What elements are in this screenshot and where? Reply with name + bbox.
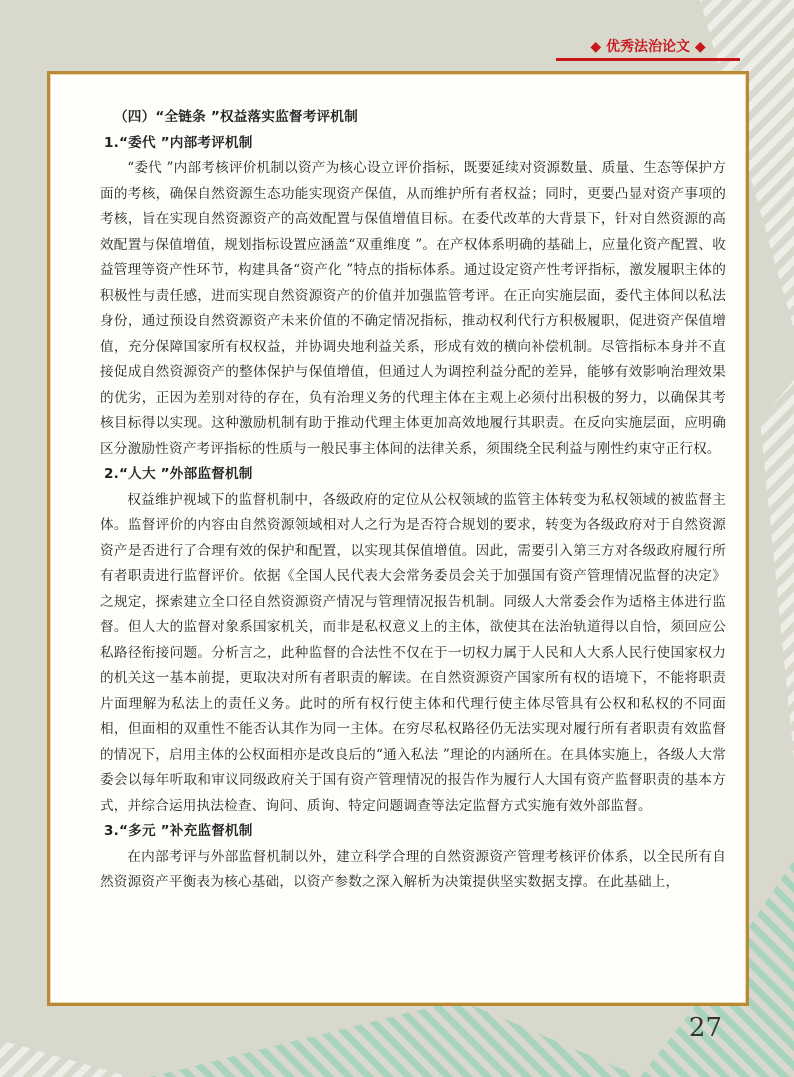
article-body — [100, 105, 726, 896]
subsection-heading-3: 3.“多元 ”补充监督机制 — [104, 823, 253, 839]
paragraph-2: 权益维护视域下的监督机制中，各级政府的定位从公权领域的监管主体转变为私权领域的被监督主体。监督评价的内容由自然资源领域相对人之行为是否符合规划的要求，转变为各级政府对于自然资源资产是否进行了合理有效的保护和配置，以实现其保值增值。因此，需要引入第三方对各级政府履行所有者职责进行监督评价。依据《全国人民代表大会常务委员会关于加强国有资产管理情况监督的决定》之规定，探索建立全口径自然资源资产情况与管理情况报告机制。同级人大常委会作为适格主体进行监督。但人大的监督对象系国家机关，而非是私权意义上的主体，欲使其在法治轨道得以自恰，须回应公私路径衔接问题。分析言之，此种监督的合法性不仅在于一切权力属于人民和人大系人民行使国家权力的机关这一基本前提，更取决对所有者职责的解读。在自然资源资产国家所有权的语境下，不能将职责片面理解为私法上的责任义务。此时的所有权行使主体和代理行使主体尽管具有公权和私权的不同面相，但面相的双重性不能否认其作为同一主体。在穷尽私权路径仍无法实现对履行所有者职责有效监督的情况下，启用主体的公权面相亦是改良后的“通入私法 ”理论的内涵所在。在具体实施上，各级人大常委会以每年听取和审议同级政府关于国有资产管理情况的报告作为履行人大国有资产监督职责的基本方式，并综合运用执法检查、询问、质询、特定问题调查等法定监督方式实施有效外部监督。 — [100, 491, 726, 814]
paragraph-3: 在内部考评与外部监督机制以外，建立科学合理的自然资源资产管理考核评价体系，以全民所有自然资源资产平衡表为核心基础，以资产参数之深入解析为决策提供坚实数据支撑。在此基础上， — [100, 848, 726, 890]
article-page — [47, 71, 749, 1006]
section-tag: ◆ 优秀法治论文 ◆ — [556, 36, 740, 61]
paragraph-1: “委代 ”内部考核评价机制以资产为核心设立评价指标，既要延续对资源数量、质量、生态等保护方面的考核，确保自然资源生态功能实现资产保值，从而维护所有者权益；同时，更要凸显对资产事项的考核，旨在实现自然资源资产的高效配置与保值增值目标。在委代改革的大背景下，针对自然资源的高效配置与保值增值，规划指标设置应涵盖“双重维度 ”。在产权体系明确的基础上，应量化资产配置、收益管理等资产性环节，构建具备“资产化 ”特点的指标体系。通过设定资产性考评指标，激发履职主体的积极性与责任感，进而实现自然资源资产的价值并加强监管考评。在正向实施层面，委代主体间以私法身份，通过预设自然资源资产未来价值的不确定情况指标，推动权利代行方积极履职，促进资产保值增值，充分保障国家所有权权益，并协调央地利益关系，形成有效的横向补偿机制。尽管指标本身并不直接促成自然资源资产的整体保护与保值增值，但通过人为调控利益分配的差异，能够有效影响治理效果的优劣，正因为差别对待的存在，负有治理义务的代理主体在主观上必须付出积极的努力，以确保其考核目标得以实现。这种激励机制有助于推动代理主体更加高效地履行其职责。在反向实施层面，应明确区分激励性资产考评指标的性质与一般民事主体间的法律关系，须围绕全民利益与刚性约束守正行权。 — [100, 160, 726, 457]
subsection-heading-2: 2.“人大 ”外部监督机制 — [104, 466, 253, 482]
subsection-heading-1: 1.“委代 ”内部考评机制 — [104, 134, 253, 151]
page-number: 27 — [688, 1013, 722, 1043]
section-heading: （四）“全链条 ”权益落实监督考评机制 — [114, 109, 358, 125]
